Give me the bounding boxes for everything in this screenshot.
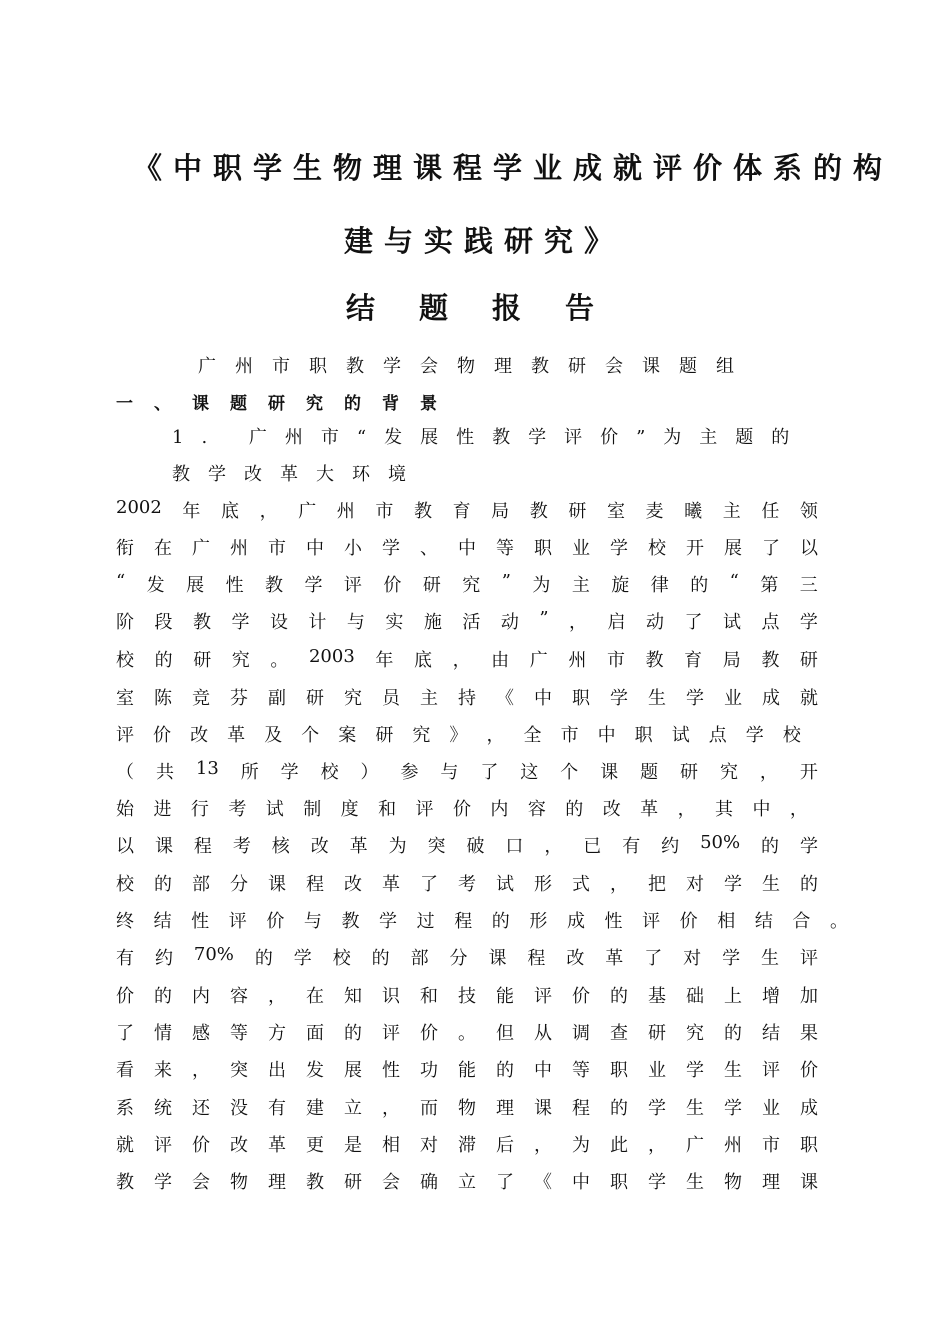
section-heading: 一、课题研究的背景 [116, 394, 458, 414]
author-line: 广州市职教学会物理教研会课题组 [198, 356, 753, 377]
report-subtitle: 结题报告 [346, 291, 639, 325]
paragraph-line: 就 评 价 改 革 更 是 相 对 滞 后 ， 为 此 ， 广 州 市 职 [116, 1135, 818, 1156]
report-title-line-2: 建与实践研究》 [344, 224, 625, 258]
paragraph-line: 系 统 还 没 有 建 立 ， 而 物 理 课 程 的 学 生 学 业 成 [116, 1098, 818, 1119]
subsection-heading-line-2: 教学改革大环境 [172, 464, 424, 485]
paragraph-line: 始 进 行 考 试 制 度 和 评 价 内 容 的 改 革 ， 其 中 ， [116, 799, 808, 820]
paragraph-line: 看 来 ， 突 出 发 展 性 功 能 的 中 等 职 业 学 生 评 价 [116, 1060, 818, 1081]
paragraph-line: （ 共 13 所 学 校 ） 参 与 了 这 个 课 题 研 究 ， 开 [116, 758, 818, 783]
paragraph-line: 校 的 部 分 课 程 改 革 了 考 试 形 式 ， 把 对 学 生 的 [116, 874, 818, 895]
paragraph-line: “ 发 展 性 教 学 评 价 研 究 ” 为 主 旋 律 的 “ 第 三 [116, 571, 818, 596]
paragraph-line: 价 的 内 容 ， 在 知 识 和 技 能 评 价 的 基 础 上 增 加 [116, 986, 818, 1007]
paragraph-line: 2002 年 底 ， 广 州 市 教 育 局 教 研 室 麦 曦 主 任 领 [116, 497, 818, 522]
paragraph-line: 终 结 性 评 价 与 教 学 过 程 的 形 成 性 评 价 相 结 合 。 [116, 911, 848, 932]
paragraph-line: 评 价 改 革 及 个 案 研 究 》 ， 全 市 中 职 试 点 学 校 [116, 725, 801, 746]
paragraph-line: 校 的 研 究 。 2003 年 底 ， 由 广 州 市 教 育 局 教 研 [116, 646, 818, 671]
paragraph-line: 有 约 70% 的 学 校 的 部 分 课 程 改 革 了 对 学 生 评 [116, 944, 818, 969]
paragraph-line: 阶 段 教 学 设 计 与 实 施 活 动 ” ， 启 动 了 试 点 学 [116, 608, 818, 633]
paragraph-line: 室 陈 竞 芬 副 研 究 员 主 持 《 中 职 学 生 学 业 成 就 [116, 688, 818, 709]
paragraph-line: 教 学 会 物 理 教 研 会 确 立 了 《 中 职 学 生 物 理 课 [116, 1172, 818, 1193]
paragraph-line: 以 课 程 考 核 改 革 为 突 破 口 ， 已 有 约 50% 的 学 [116, 832, 818, 857]
paragraph-line: 衔 在 广 州 市 中 小 学 、 中 等 职 业 学 校 开 展 了 以 [116, 538, 818, 559]
paragraph-line: 了 情 感 等 方 面 的 评 价 。 但 从 调 查 研 究 的 结 果 [116, 1023, 818, 1044]
report-title-line-1: 《中职学生物理课程学业成就评价体系的构 [133, 151, 894, 185]
subsection-heading-line-1: 1. 广州市“发展性教学评价”为主题的 [172, 427, 808, 448]
